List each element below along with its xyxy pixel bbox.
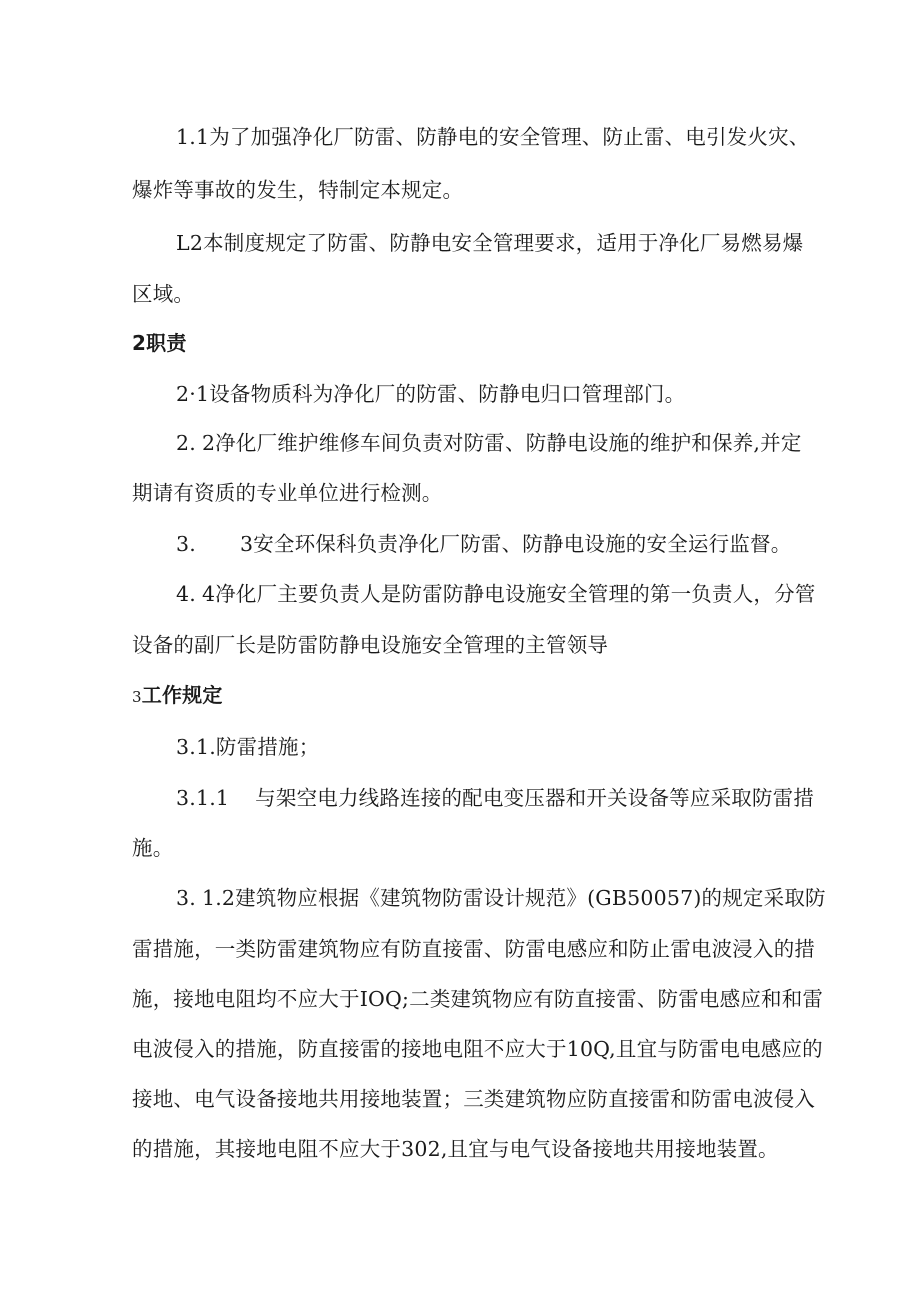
paragraph-2-2-line-1 xyxy=(176,433,802,454)
paragraph-2-4-number: 4. xyxy=(176,582,196,606)
paragraph-2-1: 2·1设备物质科为净化厂的防雷、防静电归口管理部门。 xyxy=(176,382,686,406)
paragraph-2-2-text: 2净化厂维护维修车间负责对防雷、防静电设施的维护和保养,并定 xyxy=(201,431,802,455)
paragraph-2-4-line-1 xyxy=(176,584,816,605)
paragraph-2-3 xyxy=(176,534,791,555)
paragraph-3-1-2-line-4: 电波侵入的措施，防直接雷的接地电阻不应大于10Q,且宜与防雷电电感应的 xyxy=(132,1037,823,1061)
paragraph-3-1-1-number: 3.1.1 xyxy=(176,786,230,810)
paragraph-1-2-line-1: L2本制度规定了防雷、防静电安全管理要求，适用于净化厂易燃易爆 xyxy=(176,231,804,255)
paragraph-3-1-1-line-1 xyxy=(176,788,814,809)
paragraph-2-4-line-2: 设备的副厂长是防雷防静电设施安全管理的主管领导 xyxy=(132,633,609,657)
paragraph-3-1-1-line-2: 施。 xyxy=(132,836,174,860)
paragraph-2-3-number: 3. xyxy=(176,532,196,556)
paragraph-2-4-text: 4净化厂主要负责人是防雷防静电设施安全管理的第一负责人，分管 xyxy=(201,582,816,606)
section-3-number: 3 xyxy=(132,688,142,706)
paragraph-1-2-line-2: 区域。 xyxy=(132,282,195,306)
paragraph-1-1-line-1: 1.1为了加强净化厂防雷、防静电的安全管理、防止雷、电引发火灾、 xyxy=(176,125,810,149)
paragraph-2-2-line-2: 期请有资质的专业单位进行检测。 xyxy=(132,481,443,505)
paragraph-3-1-2-line-6: 的措施，其接地电阻不应大于302,且宜与电气设备接地共用接地装置。 xyxy=(132,1137,779,1161)
paragraph-3-1-2-line-3: 施，接地电阻均不应大于IOQ;二类建筑物应有防直接雷、防雷电感应和和雷 xyxy=(132,987,824,1011)
paragraph-3-1-2-line-1 xyxy=(176,888,826,909)
paragraph-3-1: 3.1.防雷措施； xyxy=(176,735,320,759)
section-2-heading: 2职责 xyxy=(132,331,187,355)
paragraph-2-2-number: 2. xyxy=(176,431,196,455)
section-3-heading xyxy=(132,685,223,705)
paragraph-1-1-line-2: 爆炸等事故的发生，特制定本规定。 xyxy=(132,178,464,202)
paragraph-3-1-2-line-2: 雷措施，一类防雷建筑物应有防直接雷、防雷电感应和防止雷电波浸入的措 xyxy=(132,937,816,961)
section-3-title: 工作规定 xyxy=(141,683,223,707)
paragraph-3-1-1-text: 与架空电力线路连接的配电变压器和开关设备等应采取防雷措 xyxy=(255,786,815,810)
paragraph-3-1-2-text: 1.2建筑物应根据《建筑物防雷设计规范》(GB50057)的规定采取防 xyxy=(201,886,826,910)
paragraph-2-3-text: 3安全环保科负责净化厂防雷、防静电设施的安全运行监督。 xyxy=(239,532,792,556)
paragraph-3-1-2-line-5: 接地、电气设备接地共用接地装置；三类建筑物应防直接雷和防雷电波侵入 xyxy=(132,1087,816,1111)
paragraph-3-1-2-number: 3. xyxy=(176,886,196,910)
